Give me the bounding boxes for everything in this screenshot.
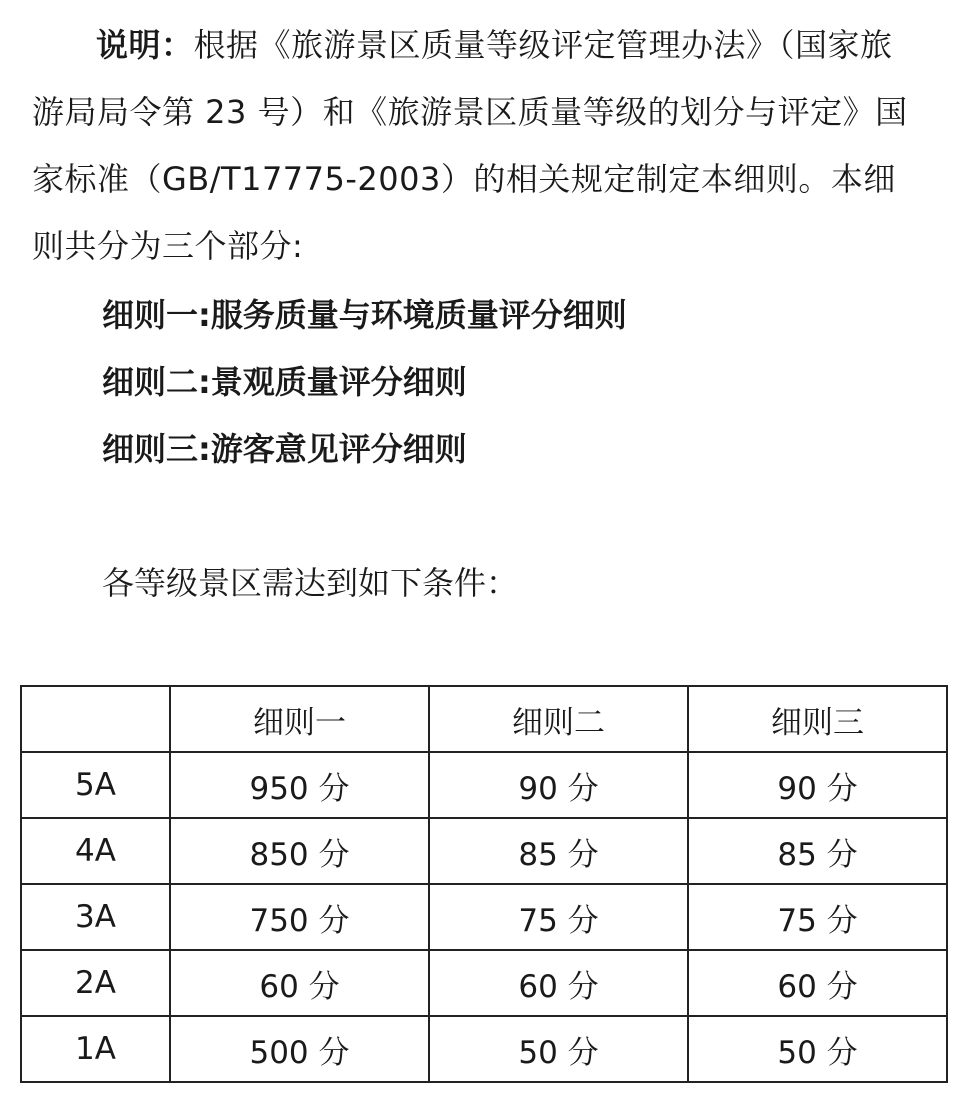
score-cell: 750 分 — [170, 884, 429, 950]
rule-item-3: 细则三:游客意见评分细则 — [102, 430, 467, 468]
grade-cell: 4A — [21, 818, 170, 884]
grade-cell: 2A — [21, 950, 170, 1016]
table-row — [21, 818, 947, 884]
rules-list — [102, 282, 627, 483]
table-row — [21, 884, 947, 950]
score-cell: 50 分 — [429, 1016, 688, 1082]
intro-text: 根据《旅游景区质量等级评定管理办法》（国家旅游局局令第 23 号）和《旅游景区质量等级的划分与评定》国家标准（GB/T17775-2003）的相关规定制定本细则。本细则共分为三个部分: — [32, 26, 908, 265]
score-cell: 85 分 — [688, 818, 947, 884]
score-cell: 85 分 — [429, 818, 688, 884]
grade-cell: 5A — [21, 752, 170, 818]
table-row — [21, 1016, 947, 1082]
score-cell: 60 分 — [170, 950, 429, 1016]
header-cell-grade — [21, 686, 170, 752]
intro-paragraph — [32, 12, 912, 280]
score-cell: 850 分 — [170, 818, 429, 884]
rule-item-2: 细则二:景观质量评分细则 — [102, 363, 467, 401]
score-cell: 90 分 — [688, 752, 947, 818]
grade-requirements-table — [20, 685, 948, 1083]
score-cell: 60 分 — [429, 950, 688, 1016]
score-cell: 60 分 — [688, 950, 947, 1016]
table-row — [21, 950, 947, 1016]
score-cell: 950 分 — [170, 752, 429, 818]
intro-label: 说明： — [96, 26, 194, 64]
grade-cell: 1A — [21, 1016, 170, 1082]
score-cell: 75 分 — [688, 884, 947, 950]
table-row — [21, 752, 947, 818]
rule-item-1: 细则一:服务质量与环境质量评分细则 — [102, 296, 627, 334]
score-cell: 75 分 — [429, 884, 688, 950]
score-cell: 90 分 — [429, 752, 688, 818]
score-cell: 500 分 — [170, 1016, 429, 1082]
header-cell-rule-2: 细则二 — [429, 686, 688, 752]
header-cell-rule-3: 细则三 — [688, 686, 947, 752]
score-cell: 50 分 — [688, 1016, 947, 1082]
conditions-title: 各等级景区需达到如下条件： — [102, 564, 519, 602]
header-cell-rule-1: 细则一 — [170, 686, 429, 752]
table-header-row — [21, 686, 947, 752]
grade-cell: 3A — [21, 884, 170, 950]
